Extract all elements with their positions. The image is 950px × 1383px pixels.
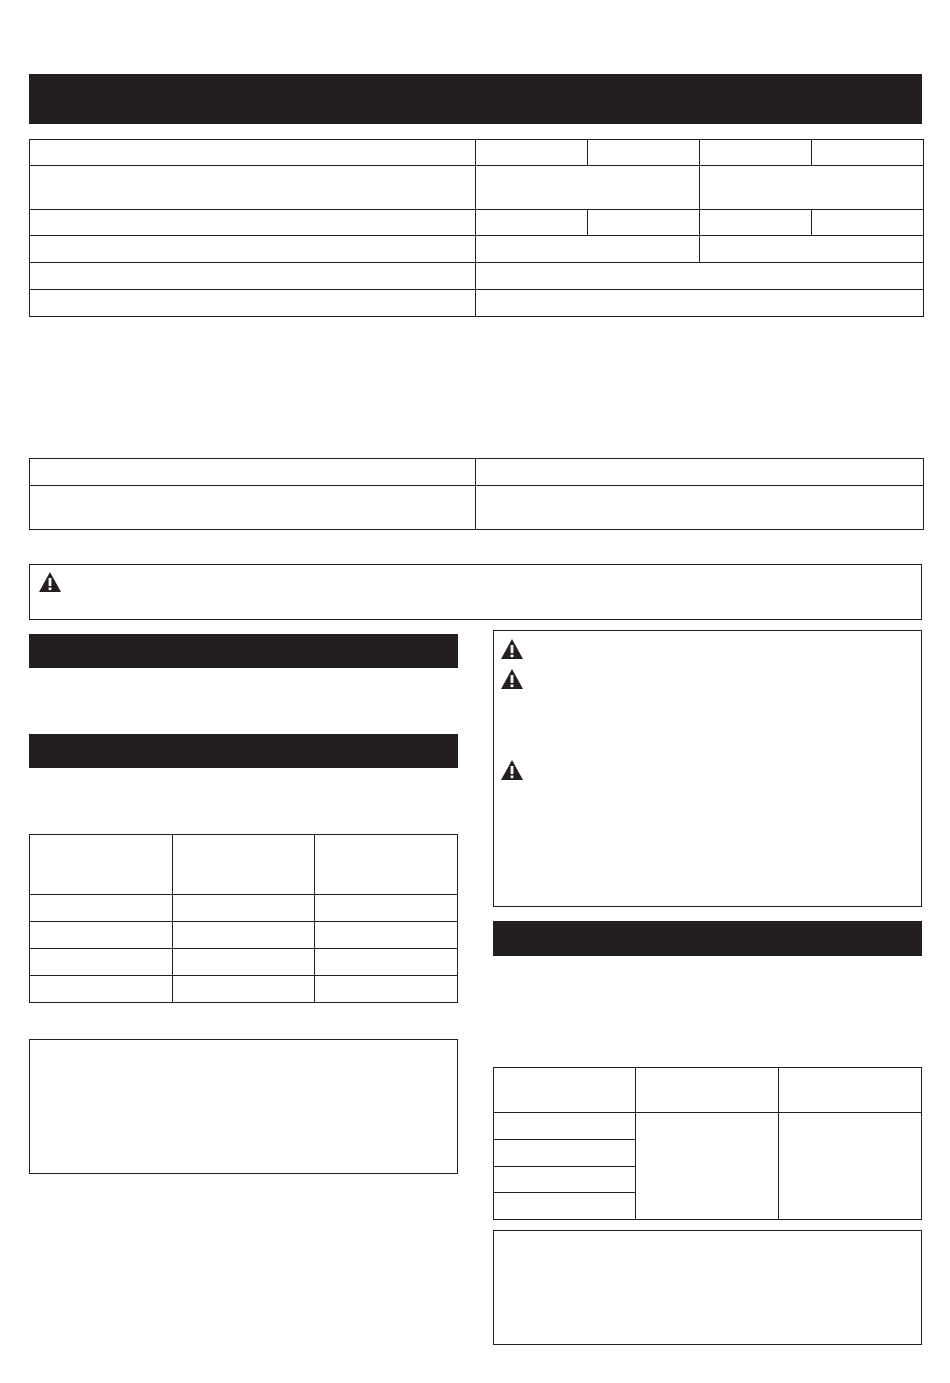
table-row [30,290,924,317]
table-cell [315,895,458,922]
table-cell [476,263,924,290]
section-body [29,780,458,820]
specifications-table [29,139,924,317]
table-cell [494,1113,636,1140]
header-bar [29,74,922,124]
table-cell [588,140,700,166]
left-data-table [29,834,458,1003]
table-cell [588,210,700,236]
table-row [30,922,458,949]
table-cell [30,486,476,530]
table-cell [494,1193,636,1220]
table-header-row [30,835,458,895]
table-cell [30,922,173,949]
table-cell [30,949,173,976]
spec-notes [29,330,922,440]
table-row [494,1113,922,1140]
table-row [30,166,924,210]
table-cell-merged [636,1113,779,1220]
table-cell [700,210,812,236]
table-cell [30,290,476,317]
warning-triangle-icon [38,571,62,593]
table-cell [494,1167,636,1193]
table-cell-merged [779,1113,922,1220]
column-header [30,835,173,895]
table-cell [173,895,315,922]
table-cell [812,140,924,166]
column-header [173,835,315,895]
table-cell [476,140,588,166]
column-header [636,1068,779,1113]
table-cell [315,949,458,976]
table-cell [30,976,173,1003]
warning-triangle-icon [500,668,524,690]
table-cell [476,486,924,530]
table-cell [476,290,924,317]
table-cell [30,166,476,210]
table-row [30,236,924,263]
table-cell [173,922,315,949]
table-row [30,263,924,290]
warning-triangle-icon [500,638,524,660]
table-cell [494,1140,636,1167]
warning-triangle-icon [500,759,524,781]
note-box [493,1230,922,1345]
right-data-table [493,1067,922,1220]
table-header-row [494,1068,922,1113]
table-row [30,895,458,922]
section-header-bar [493,921,922,956]
table-row [30,459,924,486]
warning-banner [29,564,922,620]
table-row [30,976,458,1003]
table-cell [700,236,924,263]
table-row [30,949,458,976]
table-cell [30,140,476,166]
table-cell [30,895,173,922]
table-row [30,486,924,530]
warnings-box [493,630,922,907]
table-cell [173,976,315,1003]
column-header [779,1068,922,1113]
table-row [30,140,924,166]
table-cell [476,459,924,486]
section-header-bar [29,634,458,668]
table-cell [30,236,476,263]
column-header [315,835,458,895]
column-header [494,1068,636,1113]
table-cell [30,459,476,486]
table-cell [30,263,476,290]
table-cell [315,976,458,1003]
section-header-bar [29,734,458,768]
table-row [30,210,924,236]
table-cell [812,210,924,236]
table-cell [476,166,700,210]
table-cell [476,210,588,236]
table-cell [700,166,924,210]
table-cell [173,949,315,976]
note-box [29,1039,458,1174]
table-cell [476,236,700,263]
table-cell [315,922,458,949]
info-table [29,458,924,530]
section-body [493,968,922,1058]
table-cell [30,210,476,236]
section-body [29,680,458,720]
table-cell [700,140,812,166]
